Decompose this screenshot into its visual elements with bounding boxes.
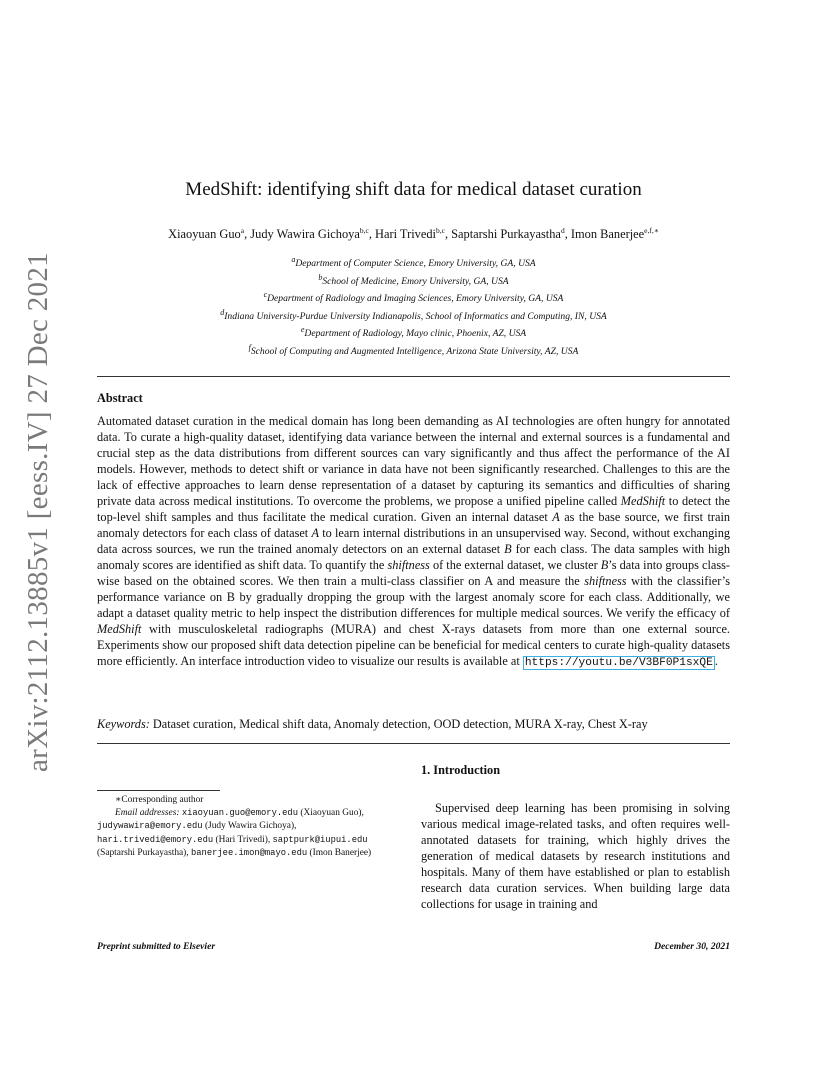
affiliation bbox=[97, 253, 730, 271]
video-link[interactable]: https://youtu.be/V3BF0P1sxQE bbox=[524, 657, 713, 669]
affiliation-mark: c bbox=[263, 290, 268, 300]
affiliation-mark: a bbox=[291, 255, 296, 264]
abstract-top-rule bbox=[97, 376, 730, 377]
footer-date: December 30, 2021 bbox=[654, 941, 730, 952]
footer-preprint: Preprint submitted to Elsevier bbox=[97, 941, 216, 952]
author-name: Xiaoyuan Guo bbox=[168, 227, 241, 242]
email-line: judywawira@emory.edu (Judy Wawira Gichoya), bbox=[97, 821, 297, 832]
affiliation bbox=[97, 288, 730, 306]
affiliation-mark: d bbox=[220, 307, 225, 317]
author-aff-mark: d bbox=[560, 226, 565, 235]
affiliation-mark: b bbox=[318, 272, 323, 282]
keywords-label: Keywords: bbox=[97, 717, 150, 731]
footnote-rule bbox=[97, 790, 220, 791]
author-aff-mark: b,c bbox=[435, 226, 445, 235]
affiliation-text: Indiana University-Purdue University Indianapolis, School of Informatics and Computing, IN, USA bbox=[224, 310, 607, 322]
author-name: Saptarshi Purkayastha bbox=[451, 227, 561, 242]
keywords-text: Dataset curation, Medical shift data, Anomaly detection, OOD detection, MURA X-ray, Chest X-ray bbox=[149, 717, 648, 731]
affiliation bbox=[97, 271, 730, 289]
affiliation-list bbox=[97, 253, 730, 359]
affiliation bbox=[97, 306, 730, 324]
paper-title: MedShift: identifying shift data for medical dataset curation bbox=[185, 179, 642, 200]
email-label: Email addresses: bbox=[115, 808, 180, 819]
author-aff-mark: e,f,∗ bbox=[644, 226, 659, 235]
author-aff-mark: a bbox=[240, 226, 245, 235]
author-list: Xiaoyuan Guo$^a$, Judy Wawira Gichoya$^{b,c}$, Hari Trivedi$^{b,c}$, Saptarshi Purkayastha$^d$, Imon Banerjee$^{e,f,∗}$ bbox=[168, 226, 659, 242]
affiliation-mark: e bbox=[300, 325, 305, 335]
author-name: Judy Wawira Gichoya bbox=[250, 227, 360, 242]
author-name: Hari Trivedi bbox=[375, 227, 436, 242]
corresponding-author-note: ∗Corresponding author bbox=[115, 795, 204, 805]
method-name: MedShift bbox=[97, 622, 142, 636]
method-name: MedShift bbox=[620, 494, 666, 508]
affiliation bbox=[97, 341, 730, 359]
affiliation-text: Department of Radiology, Mayo clinic, Phoenix, AZ, USA bbox=[304, 328, 527, 340]
affiliation bbox=[97, 323, 730, 341]
arxiv-stamp: arXiv:2112.13885v1 [eess.IV] 27 Dec 2021 bbox=[22, 252, 54, 772]
affiliation-text: School of Computing and Augmented Intelligence, Arizona State University, AZ, USA bbox=[250, 346, 579, 358]
email-link[interactable]: xiaoyuan.guo@emory.edu bbox=[181, 808, 298, 819]
introduction-paragraph: Supervised deep learning has been promising in solving various medical image-related tasks, and often requires well-annotated datasets for training, which highly drives the generation of medical datasets by research institutions and hospitals. Many of them have established or plan to establish research data curation services. When building large data collections for usage in training and bbox=[421, 801, 730, 911]
email-addresses: Email addresses: xiaoyuan.guo@emory.edu (Xiaoyuan Guo), bbox=[115, 808, 364, 819]
abstract-body: Automated dataset curation in the medical domain has long been demanding as AI technologies are often hungry for annotated data. To curate a high-quality dataset, identifying data variance between the internal and external sources is a fundamental and crucial step as the data distributions from different sources can vary significantly and thus affect the performance of the AI models. However, methods to detect shift or variance in data have not been significantly researched. Challenges to this are the lack of effective approaches to learn dense representation of a dataset by capturing its semantics and difficulties of sharing private data across medical institutions. To overcome the problems, we propose a unified pipeline called MedShift to detect the top-level shift samples and thus facilitate the medical curation. Given an internal dataset A as the base source, we first train anomaly detectors for each class of dataset A to learn internal distributions in an unsupervised way. Second, without exchanging data across sources, we run the trained anomaly detectors on an external dataset B for each class. The data samples with high anomaly scores are identified as shift data. To quantify the shiftness of the external dataset, we cluster B’s data into groups class-wise based on the obtained scores. We then train a multi-class classifier on A and measure the shiftness with the classifier’s performance variance on B by gradually dropping the group with the largest anomaly score for each class. Additionally, we adapt a dataset quality metric to help inspect the distribution differences for multiple medical sources. We verify the efficacy of MedShift with musculoskeletal radiographs (MURA) and chest X-rays datasets from more than one external source. Experiments show our proposed shift data detection pipeline can be beneficial for medical centers to curate high-quality datasets more efficiently. An interface introduction video to visualize our results is available at https://youtu.be/V3BF0P1sxQE . bbox=[97, 414, 731, 669]
keywords bbox=[97, 716, 730, 732]
affiliation-text: Department of Radiology and Imaging Sciences, Emory University, GA, USA bbox=[267, 293, 564, 305]
email-line: hari.trivedi@emory.edu (Hari Trivedi), saptpurk@iupui.edu bbox=[97, 834, 368, 845]
section-heading: 1. Introduction bbox=[421, 763, 501, 777]
email-link[interactable]: banerjee.imon@mayo.edu bbox=[191, 847, 308, 858]
affiliation-text: School of Medicine, Emory University, GA, USA bbox=[322, 275, 509, 287]
email-link[interactable]: saptpurk@iupui.edu bbox=[272, 834, 368, 845]
affiliation-mark: f bbox=[248, 342, 251, 352]
email-link[interactable]: hari.trivedi@emory.edu bbox=[97, 834, 214, 845]
abstract-heading: Abstract bbox=[97, 391, 143, 405]
affiliation-text: Department of Computer Science, Emory University, GA, USA bbox=[295, 258, 536, 270]
email-link[interactable]: judywawira@emory.edu bbox=[97, 821, 203, 832]
abstract-bottom-rule bbox=[97, 743, 730, 744]
email-line: (Saptarshi Purkayastha), banerjee.imon@mayo.edu (Imon Banerjee) bbox=[97, 847, 372, 858]
author-name: Imon Banerjee bbox=[570, 227, 645, 242]
author-aff-mark: b,c bbox=[359, 226, 369, 235]
footnotes bbox=[97, 794, 407, 860]
